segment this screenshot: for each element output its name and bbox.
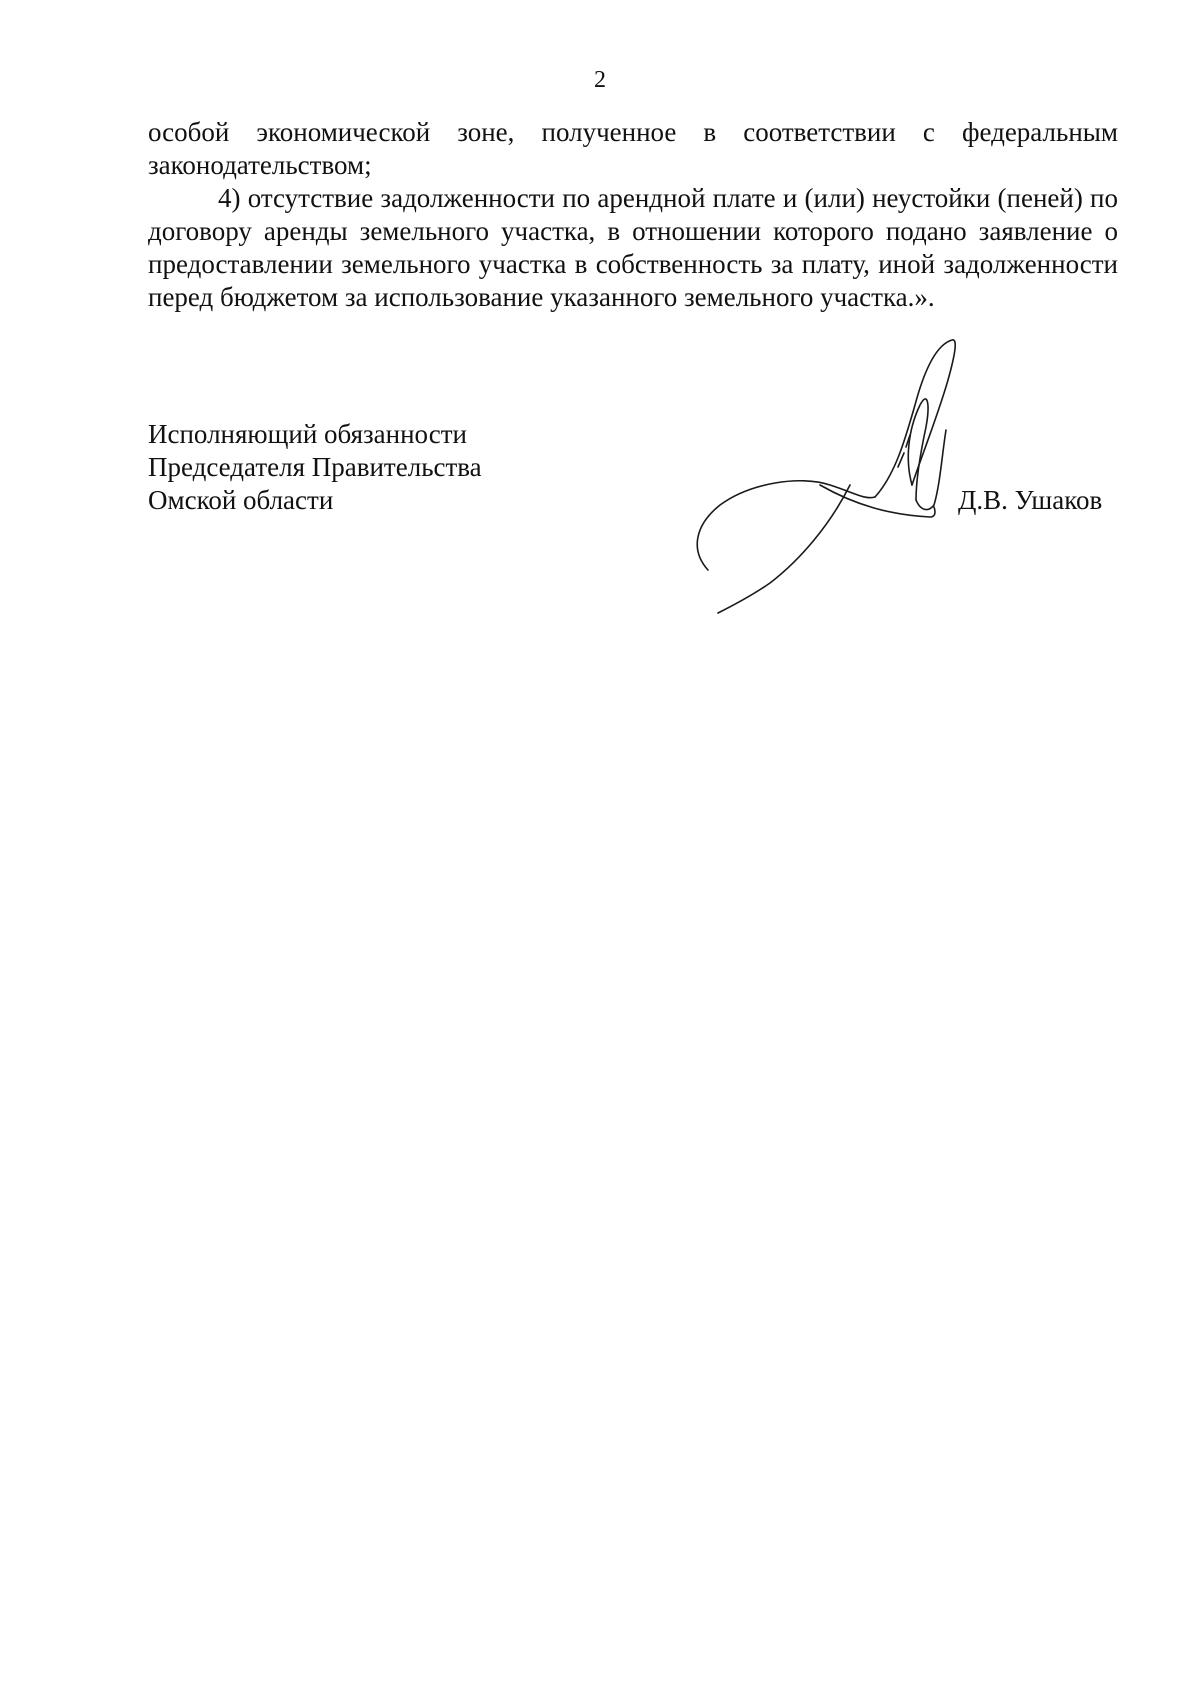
page-number: 2 (594, 67, 606, 93)
signer-title-line: Исполняющий обязанности (148, 419, 467, 449)
signer-title (148, 418, 482, 517)
signer-title-line: Омской области (148, 485, 334, 515)
signer-title-line: Председателя Правительства (148, 452, 482, 482)
signer-name: Д.В. Ушаков (958, 485, 1103, 515)
paragraph-continuation: особой экономической зоне, полученное в соответствии с федеральным законодательством; (148, 117, 1118, 180)
handwritten-signature (690, 335, 990, 645)
paragraph-item-4: 4) отсутствие задолженности по арендной плате и (или) неустойки (пеней) по договору аренды земельного участка, в отношении которого подано заявление о предоставлении земельного участка в собственность за плату, иной задолженности перед бюджетом за использование указанного земельного участка.». (148, 183, 1118, 312)
document-body (148, 116, 1118, 314)
